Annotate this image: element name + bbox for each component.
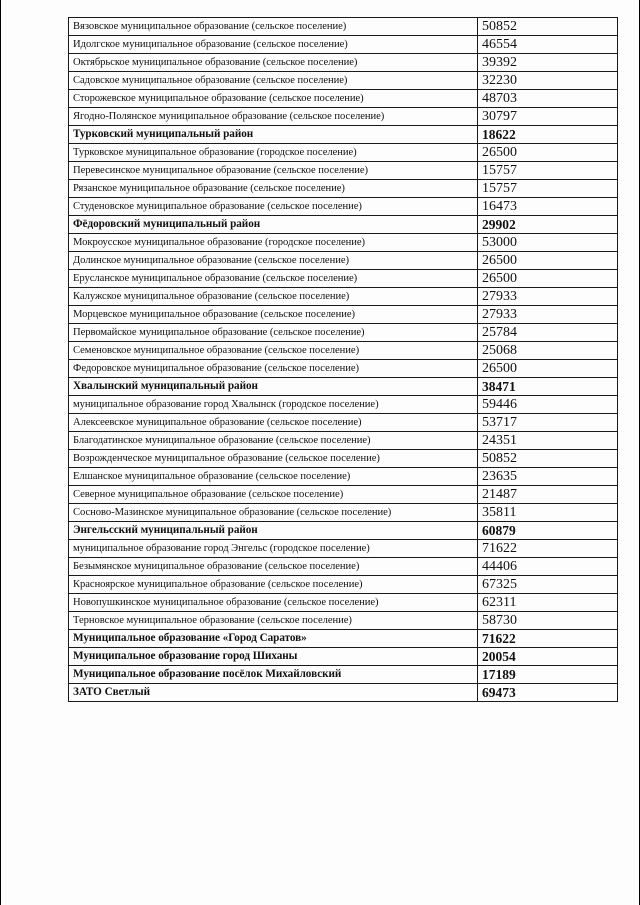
row-name-cell: ЗАТО Светлый [69,684,478,702]
row-name-cell: Ягодно-Полянское муниципальное образование (сельское поселение) [69,108,478,126]
row-value-cell: 48703 [478,90,618,108]
row-value-cell: 60879 [478,522,618,540]
table-row [69,576,618,594]
row-name-cell: Октябрьское муниципальное образование (сельское поселение) [69,54,478,72]
table-row [69,90,618,108]
table-row [69,18,618,36]
row-name-cell: Турковское муниципальное образование (городское поселение) [69,144,478,162]
row-name-cell: Безымянское муниципальное образование (сельское поселение) [69,558,478,576]
table-row [69,432,618,450]
row-name-cell: Энгельсский муниципальный район [69,522,478,540]
row-value-cell: 53717 [478,414,618,432]
row-value-cell: 32230 [478,72,618,90]
table-row-district [69,666,618,684]
table-row [69,198,618,216]
row-name-cell: Долинское муниципальное образование (сельское поселение) [69,252,478,270]
table-row [69,270,618,288]
row-value-cell: 58730 [478,612,618,630]
table-row [69,306,618,324]
row-name-cell: Алексеевское муниципальное образование (сельское поселение) [69,414,478,432]
row-name-cell: Фёдоровский муниципальный район [69,216,478,234]
row-value-cell: 53000 [478,234,618,252]
table-row [69,504,618,522]
row-name-cell: муниципальное образование город Хвалынск (городское поселение) [69,396,478,414]
row-name-cell: Терновское муниципальное образование (сельское поселение) [69,612,478,630]
row-name-cell: Семеновское муниципальное образование (сельское поселение) [69,342,478,360]
row-value-cell: 16473 [478,198,618,216]
table-row [69,288,618,306]
row-name-cell: Перевесинское муниципальное образование (сельское поселение) [69,162,478,180]
table-row [69,180,618,198]
table-row [69,324,618,342]
row-value-cell: 17189 [478,666,618,684]
row-value-cell: 25068 [478,342,618,360]
table-row [69,144,618,162]
row-value-cell: 44406 [478,558,618,576]
row-value-cell: 50852 [478,18,618,36]
row-value-cell: 69473 [478,684,618,702]
row-name-cell: Федоровское муниципальное образование (сельское поселение) [69,360,478,378]
row-name-cell: Садовское муниципальное образование (сельское поселение) [69,72,478,90]
table-row-district [69,126,618,144]
row-value-cell: 24351 [478,432,618,450]
row-value-cell: 35811 [478,504,618,522]
table-row [69,108,618,126]
row-value-cell: 38471 [478,378,618,396]
row-name-cell: Рязанское муниципальное образование (сельское поселение) [69,180,478,198]
row-name-cell: Благодатинское муниципальное образование (сельское поселение) [69,432,478,450]
row-value-cell: 62311 [478,594,618,612]
table-row [69,36,618,54]
table-row [69,360,618,378]
table-row [69,612,618,630]
row-value-cell: 26500 [478,270,618,288]
row-name-cell: Первомайское муниципальное образование (сельское поселение) [69,324,478,342]
row-name-cell: Муниципальное образование город Шиханы [69,648,478,666]
row-name-cell: Сосново-Мазинское муниципальное образование (сельское поселение) [69,504,478,522]
table-row [69,486,618,504]
row-value-cell: 71622 [478,630,618,648]
row-name-cell: Сторожевское муниципальное образование (сельское поселение) [69,90,478,108]
table-row [69,540,618,558]
row-value-cell: 71622 [478,540,618,558]
table-row [69,234,618,252]
row-value-cell: 46554 [478,36,618,54]
row-name-cell: Красноярское муниципальное образование (сельское поселение) [69,576,478,594]
row-value-cell: 26500 [478,360,618,378]
table-row [69,450,618,468]
row-value-cell: 23635 [478,468,618,486]
row-value-cell: 50852 [478,450,618,468]
row-value-cell: 18622 [478,126,618,144]
table-row [69,342,618,360]
row-name-cell: Студеновское муниципальное образование (сельское поселение) [69,198,478,216]
row-name-cell: Мокроусское муниципальное образование (городское поселение) [69,234,478,252]
row-name-cell: Идолгское муниципальное образование (сельское поселение) [69,36,478,54]
row-value-cell: 27933 [478,306,618,324]
row-name-cell: Новопушкинское муниципальное образование (сельское поселение) [69,594,478,612]
row-name-cell: Елшанское муниципальное образование (сельское поселение) [69,468,478,486]
row-value-cell: 59446 [478,396,618,414]
row-name-cell: Турковский муниципальный район [69,126,478,144]
table-row [69,414,618,432]
table-row [69,594,618,612]
row-value-cell: 39392 [478,54,618,72]
data-table [68,17,618,702]
row-name-cell: Хвалынский муниципальный район [69,378,478,396]
table-row-district [69,216,618,234]
row-name-cell: Калужское муниципальное образование (сельское поселение) [69,288,478,306]
table-row [69,468,618,486]
table-row [69,252,618,270]
row-name-cell: Ерусланское муниципальное образование (сельское поселение) [69,270,478,288]
table-row [69,396,618,414]
table-row [69,558,618,576]
row-value-cell: 20054 [478,648,618,666]
table-row-district [69,684,618,702]
table-row-district [69,522,618,540]
row-value-cell: 67325 [478,576,618,594]
row-value-cell: 25784 [478,324,618,342]
row-value-cell: 26500 [478,252,618,270]
table-body [69,18,618,702]
row-value-cell: 27933 [478,288,618,306]
row-name-cell: Муниципальное образование посёлок Михайловский [69,666,478,684]
table-row-district [69,378,618,396]
table-row-district [69,648,618,666]
table-row [69,162,618,180]
table-row-district [69,630,618,648]
row-name-cell: Вязовское муниципальное образование (сельское поселение) [69,18,478,36]
scan-edge-left [0,0,1,905]
table-row [69,54,618,72]
row-value-cell: 26500 [478,144,618,162]
row-name-cell: Морцевское муниципальное образование (сельское поселение) [69,306,478,324]
row-name-cell: Северное муниципальное образование (сельское поселение) [69,486,478,504]
row-name-cell: Возрожденческое муниципальное образование (сельское поселение) [69,450,478,468]
row-value-cell: 30797 [478,108,618,126]
table-row [69,72,618,90]
row-value-cell: 15757 [478,162,618,180]
row-name-cell: муниципальное образование город Энгельс (городское поселение) [69,540,478,558]
row-value-cell: 15757 [478,180,618,198]
row-value-cell: 21487 [478,486,618,504]
row-value-cell: 29902 [478,216,618,234]
row-name-cell: Муниципальное образование «Город Саратов» [69,630,478,648]
